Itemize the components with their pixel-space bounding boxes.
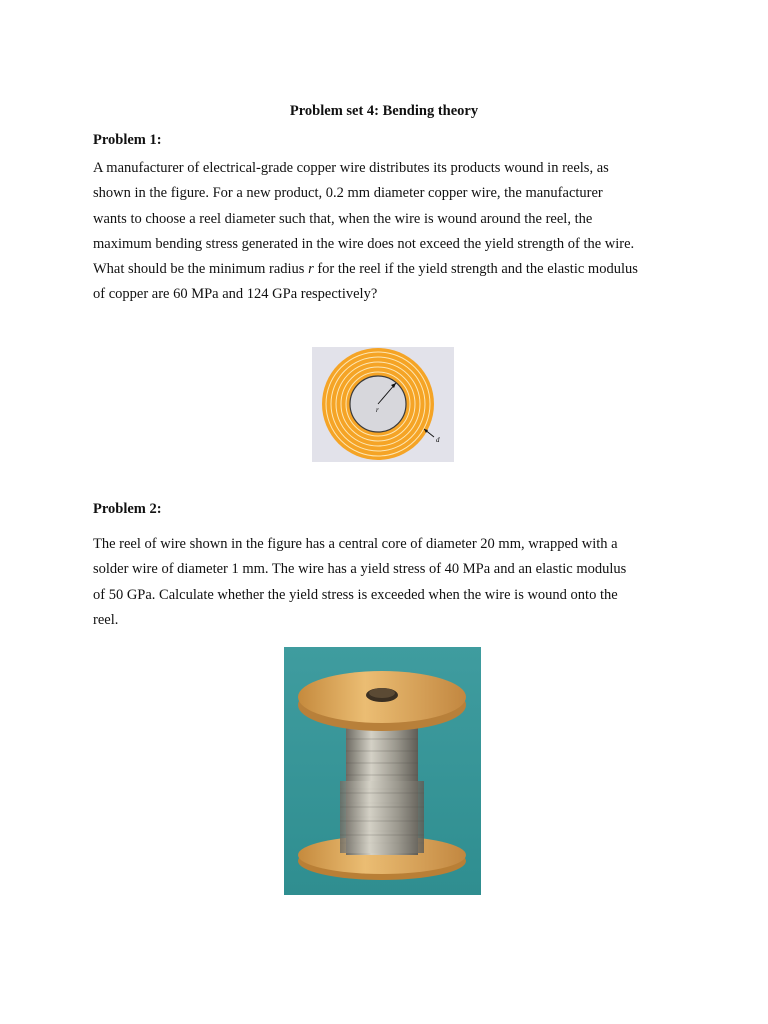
problem-1-line-5 (93, 257, 693, 282)
solder-wire-spool-photo (284, 647, 481, 895)
problem-2-line-4: reel. (93, 611, 119, 628)
problem-1-line-3: wants to choose a reel diameter such that, when the wire is wound around the reel, the (93, 210, 593, 227)
problem-1-text (93, 156, 693, 308)
line-5-end: for the reel if the yield strength and the elastic modulus (313, 261, 638, 278)
problem-2-line-2: solder wire of diameter 1 mm. The wire has a yield stress of 40 MPa and an elastic modulus (93, 561, 627, 578)
radius-label: r (376, 406, 379, 414)
problem-1-line-2: shown in the figure. For a new product, 0.2 mm diameter copper wire, the manufacturer (93, 185, 603, 202)
radius-variable: r (308, 261, 314, 278)
wound-wire (340, 715, 424, 855)
problem-2-text (93, 532, 693, 633)
line-5-start: What should be the minimum radius (93, 261, 309, 278)
problem-1-line-4: maximum bending stress generated in the wire does not exceed the yield strength of the wire. (93, 235, 635, 252)
problem-2-line-3: of 50 GPa. Calculate whether the yield stress is exceeded when the wire is wound onto the (93, 586, 618, 603)
problem-2-line-1: The reel of wire shown in the figure has a central core of diameter 20 mm, wrapped with a (93, 536, 618, 552)
problem-1-line-6: of copper are 60 MPa and 124 GPa respectively? (93, 286, 378, 303)
problem-1-heading: Problem 1: (93, 132, 162, 148)
problem-2-heading: Problem 2: (93, 501, 162, 517)
reel-cross-section-figure (312, 347, 454, 462)
diameter-label: d (436, 436, 440, 444)
problem-1-line-1: A manufacturer of electrical-grade copper wire distributes its products wound in reels, as (93, 160, 609, 176)
top-flange (298, 671, 466, 731)
page-title: Problem set 4: Bending theory (289, 103, 479, 119)
